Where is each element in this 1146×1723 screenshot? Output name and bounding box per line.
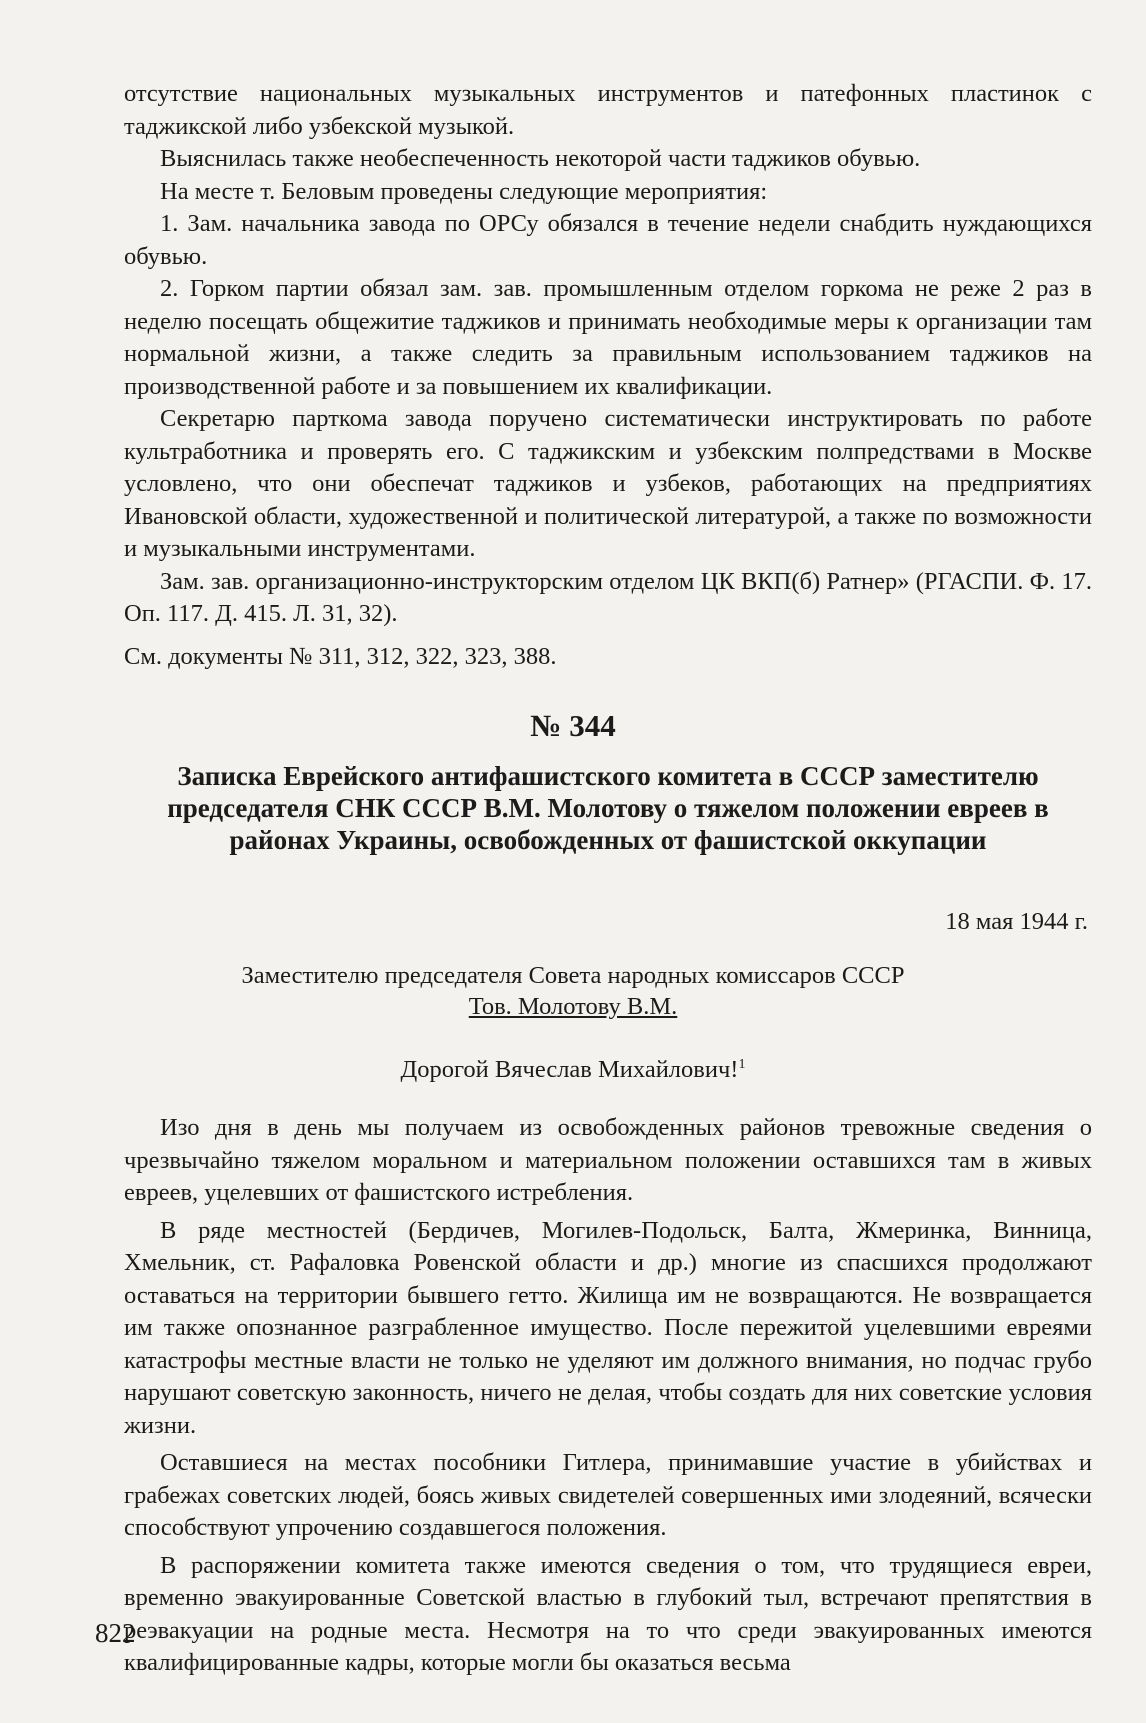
paragraph: Оставшиеся на местах пособники Гитлера, принимавшие участие в убийствах и грабежах советских людей, боясь живых свидетелей совершенных ими злодеяний, всячески способствуют упрочению создавшегося положения.: [124, 1449, 1092, 1541]
document-number: № 344: [530, 708, 616, 743]
greeting: [0, 1056, 1146, 1084]
paragraph: Изо дня в день мы получаем из освобожденных районов тревожные сведения о чрезвычайно тяжелом моральном и материальном положении оставшихся там в живых евреев, уцелевших от фашистского истребления.: [124, 1114, 1092, 1206]
document-date: 18 мая 1944 г.: [945, 908, 1088, 935]
addressee: [0, 960, 1146, 1022]
paragraph: Секретарю парткома завода поручено систематически инструктировать по работе культработника и проверять его. С таджикским и узбекским полпредствами в Москве условлено, что они обеспечат таджиков и узбеков, работающих на предприятиях Ивановской области, художественной и политической литературой, а также по возможности и музыкальными инструментами.: [124, 405, 1092, 562]
letter-body: [124, 1112, 1092, 1680]
addressee-name: Тов. Молотову В.М.: [468, 993, 678, 1020]
top-text-block: [124, 78, 1092, 673]
addressee-position: Заместителю председателя Совета народных комиссаров СССР: [241, 962, 905, 989]
paragraph: 1. Зам. начальника завода по ОРСу обязался в течение недели снабдить нуждающихся обувью.: [124, 210, 1092, 270]
paragraph: В ряде местностей (Бердичев, Могилев-Подольск, Балта, Жмеринка, Винница, Хмельник, ст. Рафаловка Ровенской области и др.) многие из спасшихся продолжают оставаться на территории бывшего гетто. Жилища им не возвращаются. Не возвращается им также опознанное разграбленное имущество. После пережитой уцелевшими евреями катастрофы местные власти не только не уделяют им должного внимания, но подчас грубо нарушают советскую законность, ничего не делая, чтобы создать для них советские условия жизни.: [124, 1216, 1092, 1439]
paragraph: отсутствие национальных музыкальных инструментов и патефонных пластинок с таджикской либо узбекской музыкой.: [124, 80, 1092, 140]
footnote-mark: 1: [738, 1056, 746, 1072]
paragraph: Зам. зав. организационно-инструкторским отделом ЦК ВКП(б) Ратнер» (РГАСПИ. Ф. 17. Оп. 117. Д. 415. Л. 31, 32).: [124, 567, 1092, 627]
greeting-text: Дорогой Вячеслав Михайлович!: [400, 1056, 739, 1083]
see-also-references: См. документы № 311, 312, 322, 323, 388.: [124, 642, 557, 670]
paragraph: В распоряжении комитета также имеются сведения о том, что трудящиеся евреи, временно эвакуированные Советской властью в глубокий тыл, встречают препятствия в реэвакуации на родные места. Несмотря на то что среди эвакуированных имеются квалифицированные кадры, которые могли бы оказаться весьма: [124, 1551, 1092, 1676]
paragraph: Выяснилась также необеспеченность некоторой части таджиков обувью.: [160, 145, 921, 172]
paragraph: На месте т. Беловым проведены следующие мероприятия:: [160, 177, 768, 205]
paragraph: 2. Горком партии обязал зам. зав. промышленным отделом горкома не реже 2 раз в неделю посещать общежитие таджиков и принимать необходимые меры к организации там нормальной жизни, а также следить за правильным использованием таджиков на производственной работе и за повышением их квалификации.: [124, 275, 1092, 400]
document-title: Записка Еврейского антифашистского комитета в СССР заместителю председателя СНК СССР В.М. Молотову о тяжелом положении евреев в районах Украины, освобожденных от фашистской оккупации: [167, 761, 1049, 855]
page-number: 822: [95, 1618, 136, 1648]
